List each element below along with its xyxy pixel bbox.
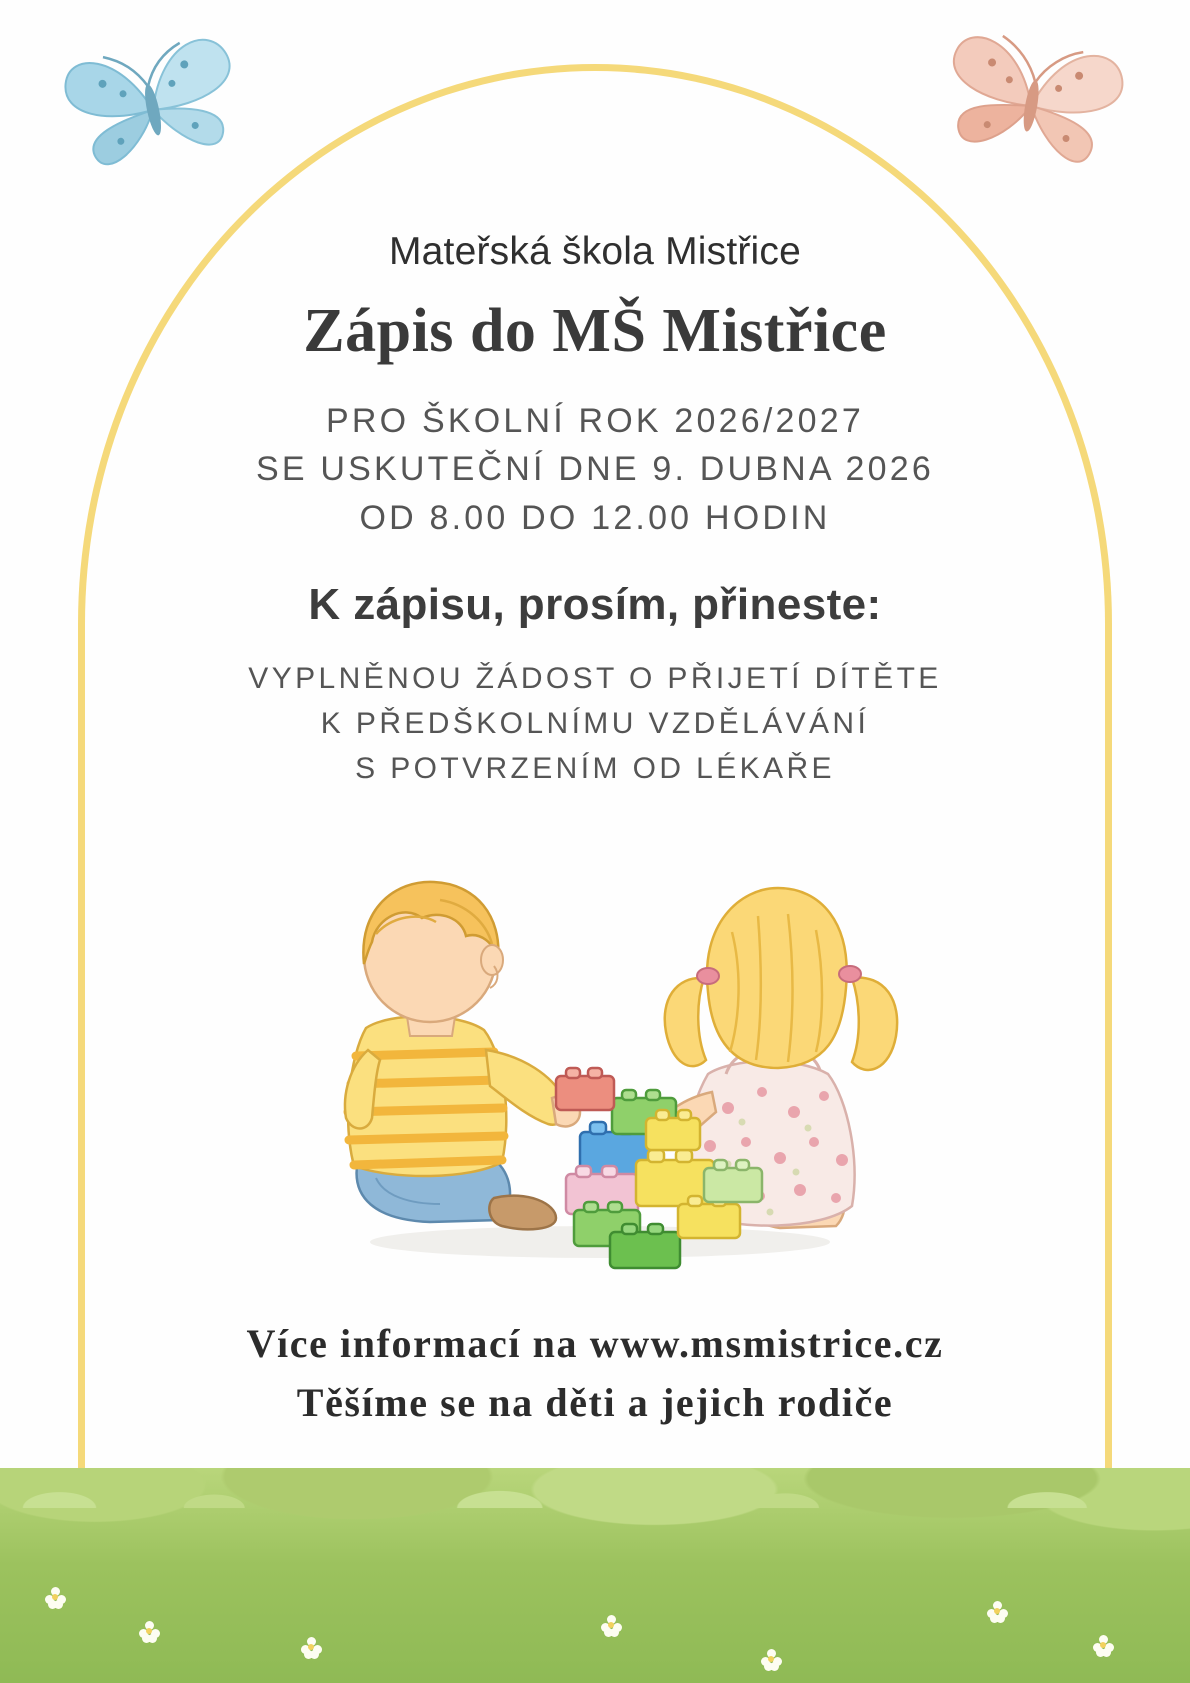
daisy-flower-icon <box>1092 1634 1114 1656</box>
school-name: Mateřská škola Mistřice <box>388 230 802 273</box>
daisy-flower-icon <box>600 1614 622 1636</box>
butterfly-right-icon <box>932 14 1132 194</box>
enrollment-info <box>120 397 1070 542</box>
daisy-flower-icon <box>986 1600 1008 1622</box>
bring-line-2: K PŘEDŠKOLNÍMU VZDĚLÁVÁNÍ <box>320 706 870 740</box>
info-line-2: SE USKUTEČNÍ DNE 9. DUBNA 2026 <box>256 450 934 489</box>
footer-website-line: Více informací na www.msmistrice.cz <box>246 1321 944 1366</box>
footer-welcome-line: Těšíme se na děti a jejich rodiče <box>296 1380 894 1425</box>
bring-line-1: VYPLNĚNOU ŽÁDOST O PŘIJETÍ DÍTĚTE <box>248 661 942 695</box>
bring-line-3: S POTVRZENÍM OD LÉKAŘE <box>355 751 835 785</box>
butterfly-left-icon <box>52 18 252 198</box>
daisy-flower-icon <box>44 1586 66 1608</box>
info-line-1: PRO ŠKOLNÍ ROK 2026/2027 <box>326 402 864 440</box>
poster-footer <box>120 1320 1070 1426</box>
daisy-flower-icon <box>300 1636 322 1658</box>
info-line-3: OD 8.00 DO 12.00 HODIN <box>359 498 831 537</box>
poster-content <box>120 230 1070 791</box>
bring-title: K zápisu, prosím, přineste: <box>308 579 882 629</box>
grass-band <box>0 1468 1190 1683</box>
bring-list <box>120 656 1070 791</box>
daisy-flower-icon <box>760 1648 782 1670</box>
page-title: Zápis do MŠ Mistřice <box>303 297 887 365</box>
children-playing-with-blocks-illustration <box>280 860 920 1280</box>
daisy-flower-icon <box>138 1620 160 1642</box>
